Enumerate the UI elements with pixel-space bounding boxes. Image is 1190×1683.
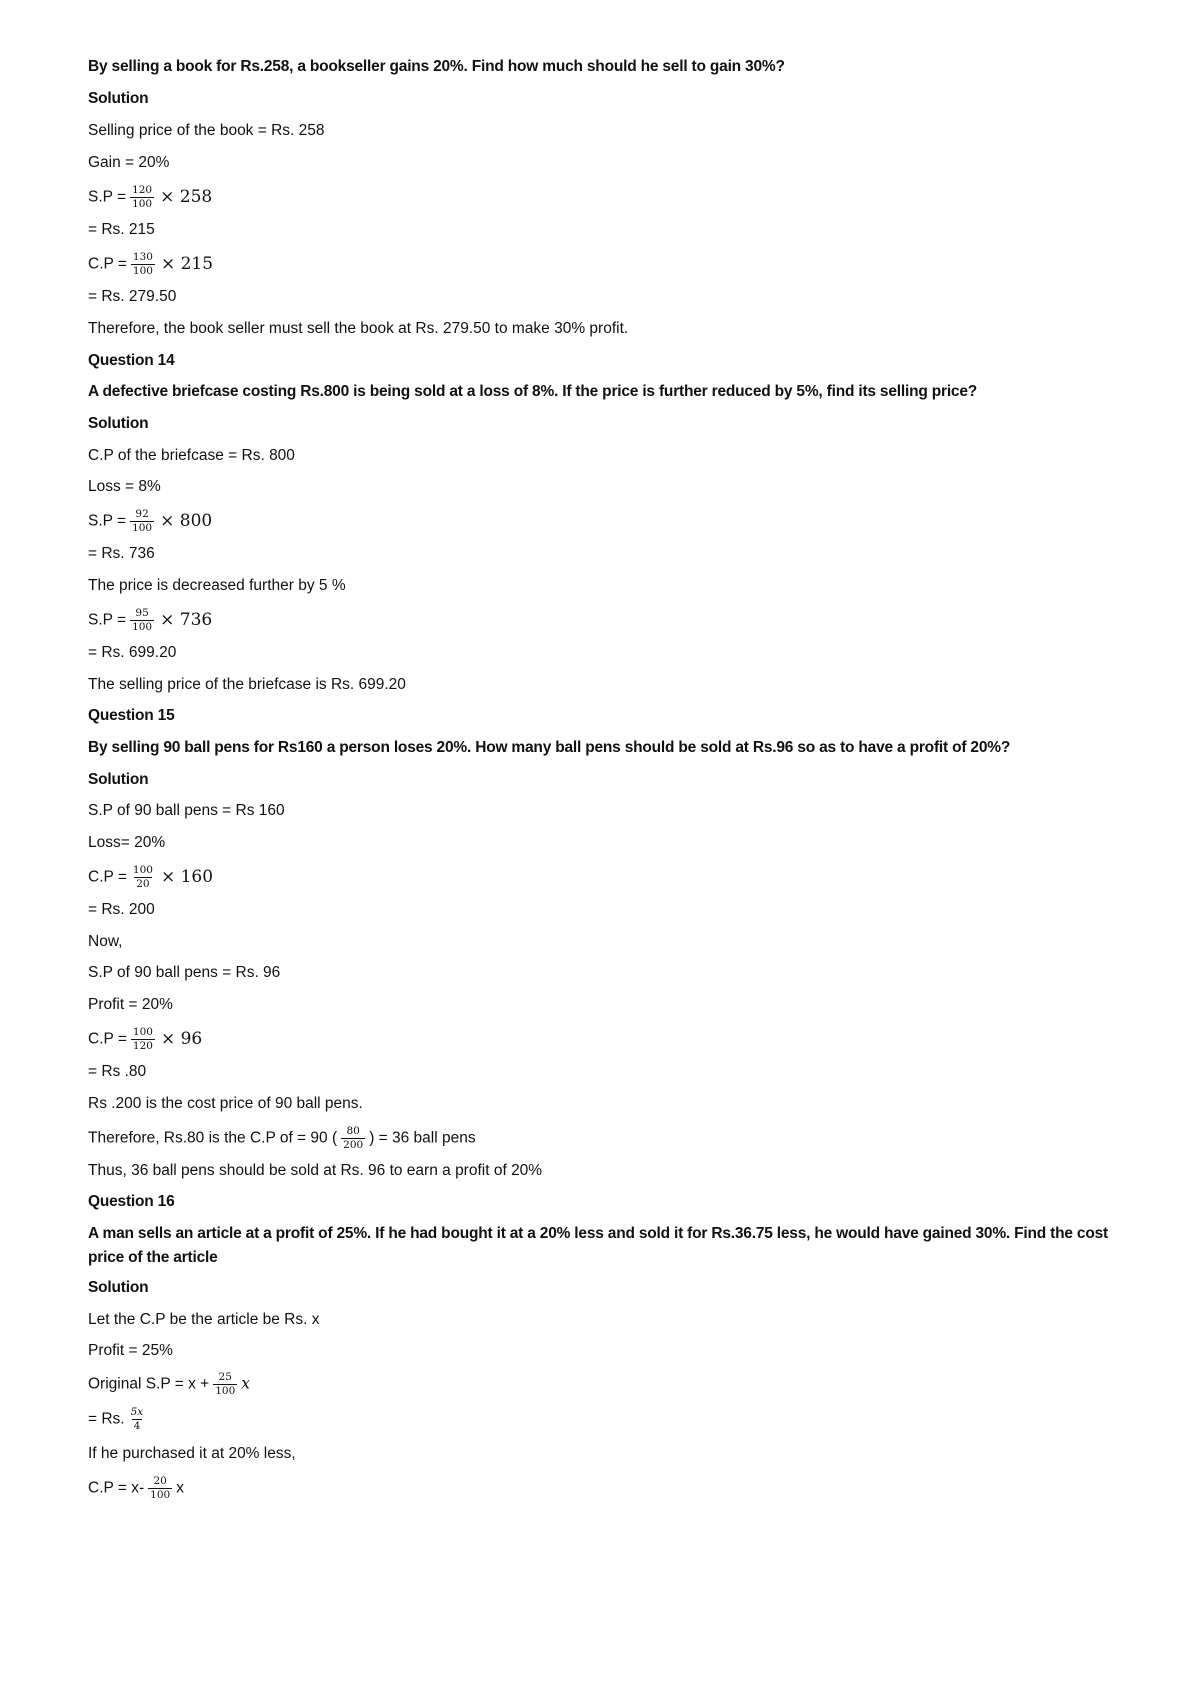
q15-line-8: Rs .200 is the cost price of 90 ball pens. [88, 1095, 363, 1112]
q15-line-1: S.P of 90 ball pens = Rs 160 [88, 802, 285, 819]
q14-line-6: The selling price of the briefcase is Rs. 699.20 [88, 676, 406, 693]
question-13-text: By selling a book for Rs.258, a bookseller gains 20%. Find how much should he sell to gain 30%? [88, 58, 785, 75]
fraction-denominator: 4 [133, 1420, 141, 1432]
q16-line-2: Profit = 25% [88, 1342, 173, 1359]
eq-prefix: C.P = [88, 1030, 127, 1048]
fraction [148, 1476, 172, 1501]
fraction [130, 509, 154, 534]
fraction-numerator: 20 [153, 1475, 167, 1487]
q13-line-1: Selling price of the book = Rs. 258 [88, 122, 325, 139]
fraction-denominator: 100 [132, 522, 153, 534]
q14-line-2: Loss = 8% [88, 478, 161, 495]
q15-line-3: = Rs. 200 [88, 901, 155, 918]
eq-tail: × 800 [160, 510, 213, 531]
q14-equation-1 [88, 509, 212, 534]
q13-equation-1 [88, 185, 212, 210]
fraction [131, 865, 155, 890]
q16-line-3: If he purchased it at 20% less, [88, 1445, 296, 1462]
eq-tail: × 96 [160, 1028, 203, 1049]
question-14-heading: Question 14 [88, 352, 175, 369]
q14-equation-2 [88, 608, 212, 633]
eq-prefix: C.P = [88, 255, 127, 273]
question-14-text: A defective briefcase costing Rs.800 is being sold at a loss of 8%. If the price is further reduced by 5%, find its selling price? [88, 383, 978, 400]
q13-equation-2 [88, 252, 213, 277]
q15-line-4: Now, [88, 933, 123, 950]
question-15-text: By selling 90 ball pens for Rs160 a person loses 20%. How many ball pens should be sold at Rs.96 so as to have a profit of 20%? [88, 739, 1011, 756]
q16-line-1: Let the C.P be the article be Rs. x [88, 1311, 320, 1328]
q14-line-5: = Rs. 699.20 [88, 644, 177, 661]
eq-tail: × 258 [160, 186, 213, 207]
q14-line-1: C.P of the briefcase = Rs. 800 [88, 447, 295, 464]
eq-prefix: S.P = [88, 188, 127, 206]
fraction-numerator: 95 [135, 607, 149, 619]
solution-14-heading: Solution [88, 415, 149, 432]
eq-tail: × 215 [160, 253, 214, 274]
q13-line-5: Therefore, the book seller must sell the book at Rs. 279.50 to make 30% profit. [88, 320, 629, 337]
fraction [131, 1027, 155, 1052]
q13-line-3: = Rs. 215 [88, 221, 155, 238]
question-16-text: A man sells an article at a profit of 25%. If he had bought it at a 20% less and sold it for Rs.36.75 less, he would have gained 30%. Find the cost price of the article [88, 1225, 1108, 1266]
q15-equation-1 [88, 865, 213, 890]
eq-prefix: S.P = [88, 611, 127, 629]
eq-variable: x [241, 1374, 250, 1393]
q15-line-2: Loss= 20% [88, 834, 166, 851]
solution-16-heading: Solution [88, 1279, 149, 1296]
fraction-numerator: 100 [132, 864, 153, 876]
eq-prefix: C.P = [88, 868, 127, 886]
solution-15-heading: Solution [88, 771, 149, 788]
eq-prefix: Original S.P = x + [88, 1375, 210, 1393]
q16-equation-2 [88, 1407, 149, 1432]
q13-line-2: Gain = 20% [88, 154, 170, 171]
q16-equation-3 [88, 1476, 184, 1501]
fraction-numerator: 25 [218, 1371, 232, 1383]
eq-prefix: C.P = x- [88, 1479, 145, 1497]
fraction-numerator: 92 [135, 508, 149, 520]
fraction-numerator: 80 [346, 1125, 360, 1137]
question-16-heading: Question 16 [88, 1193, 175, 1210]
fraction-denominator: 100 [132, 265, 153, 277]
fraction [341, 1126, 365, 1151]
fraction [129, 1407, 146, 1432]
solution-13-heading: Solution [88, 90, 149, 107]
fraction-numerator: 100 [132, 1026, 153, 1038]
question-15-heading: Question 15 [88, 707, 175, 724]
q16-equation-1 [88, 1372, 250, 1397]
fraction [130, 185, 154, 210]
fraction [130, 608, 154, 633]
eq-tail: × 160 [160, 866, 214, 887]
fraction-denominator: 100 [215, 1385, 236, 1397]
eq-prefix: = Rs. [88, 1410, 125, 1428]
eq-tail: x [176, 1479, 184, 1497]
fraction-numerator: 130 [132, 251, 153, 263]
eq-prefix: S.P = [88, 512, 127, 530]
fraction [213, 1372, 237, 1397]
eq-tail: ) = 36 ball pens [369, 1129, 476, 1147]
fraction [131, 252, 155, 277]
fraction-denominator: 200 [343, 1139, 364, 1151]
q15-equation-3 [88, 1126, 476, 1151]
fraction-denominator: 20 [136, 878, 150, 890]
q15-line-5: S.P of 90 ball pens = Rs. 96 [88, 964, 281, 981]
q15-line-6: Profit = 20% [88, 996, 173, 1013]
q14-line-4: The price is decreased further by 5 % [88, 577, 346, 594]
q15-line-9: Thus, 36 ball pens should be sold at Rs. 96 to earn a profit of 20% [88, 1162, 543, 1179]
fraction-denominator: 100 [150, 1489, 171, 1501]
fraction-denominator: 100 [132, 198, 153, 210]
fraction-denominator: 120 [132, 1040, 153, 1052]
fraction-denominator: 100 [132, 621, 153, 633]
eq-tail: × 736 [160, 609, 213, 630]
q15-line-7: = Rs .80 [88, 1063, 147, 1080]
fraction-numerator: 5x [130, 1406, 144, 1418]
eq-prefix: Therefore, Rs.80 is the C.P of = 90 ( [88, 1129, 338, 1147]
fraction-numerator: 120 [132, 184, 153, 196]
q14-line-3: = Rs. 736 [88, 545, 155, 562]
q15-equation-2 [88, 1027, 202, 1052]
q13-line-4: = Rs. 279.50 [88, 288, 177, 305]
